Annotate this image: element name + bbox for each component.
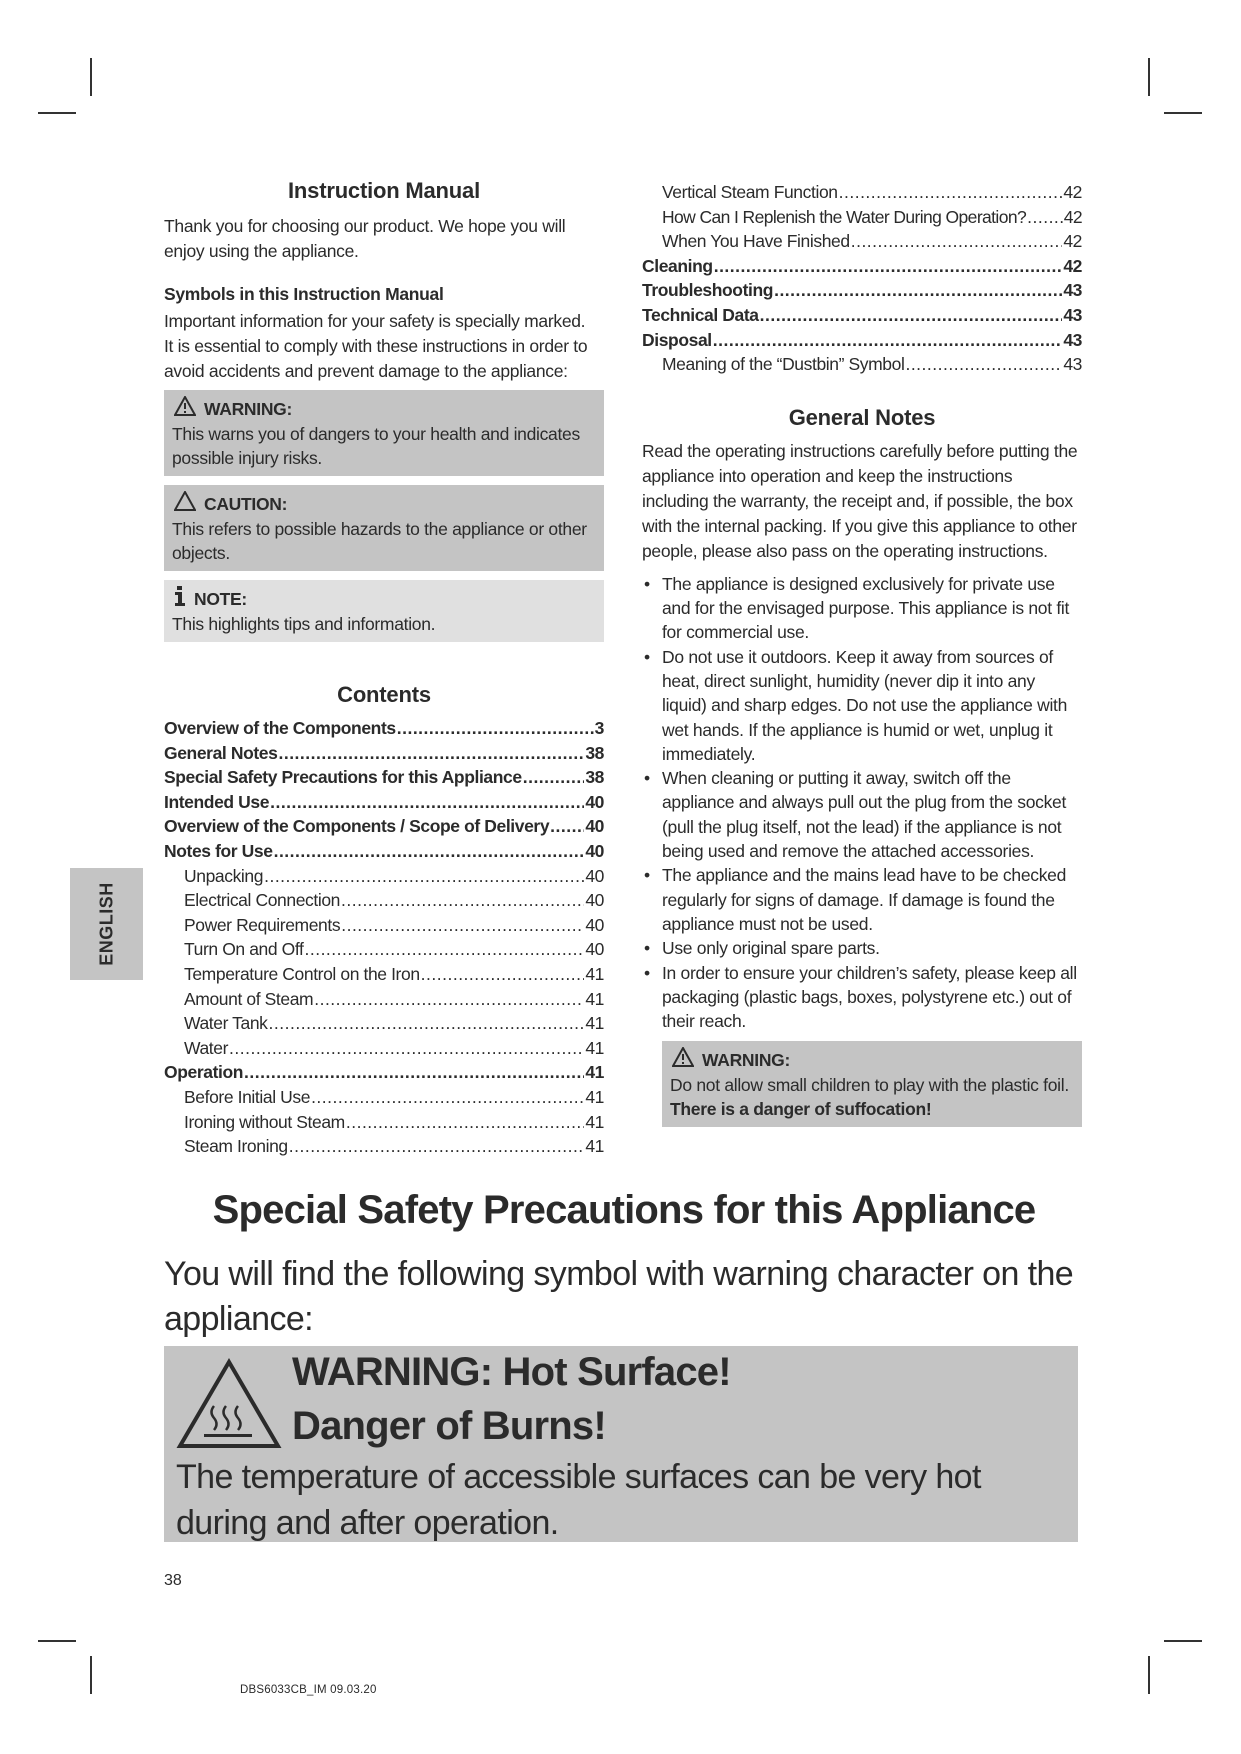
toc-row[interactable]: Water ..... 41 bbox=[164, 1036, 604, 1061]
toc-row[interactable]: Turn On and Off ..... 40 bbox=[164, 937, 604, 962]
toc-row[interactable]: Electrical Connection ..... 40 bbox=[164, 888, 604, 913]
contents-title: Contents bbox=[337, 682, 431, 707]
note-box bbox=[164, 580, 604, 642]
instruction-manual-title: Instruction Manual bbox=[288, 178, 480, 203]
safety-intro: You will find the following symbol with warning character on the appliance: bbox=[164, 1255, 1074, 1338]
crop-mark-tr-v bbox=[1148, 58, 1150, 96]
list-item: • Do not use it outdoors. Keep it away from sources of heat, direct sunlight, humidity (never dip it into any liquid) and sharp edges. Do not use the appliance with wet hands. If the appliance is humid or wet, unplug it immediately. bbox=[642, 645, 1082, 766]
hot-surface-warning: WARNING: Hot Surface! bbox=[292, 1350, 731, 1394]
toc-row[interactable]: Before Initial Use ..... 41 bbox=[164, 1085, 604, 1110]
toc-row[interactable]: Unpacking ..... 40 bbox=[164, 864, 604, 889]
caution-triangle-icon bbox=[174, 491, 196, 517]
list-item: • The appliance is designed exclusively for private use and for the envisaged purpose. This appliance is not fit for commercial use. bbox=[642, 572, 1082, 645]
toc-row[interactable]: General Notes ..... 38 bbox=[164, 741, 604, 766]
toc-row[interactable]: Amount of Steam ..... 41 bbox=[164, 987, 604, 1012]
toc-right bbox=[642, 180, 1082, 377]
warning-box bbox=[164, 390, 604, 476]
caution-text: This refers to possible hazards to the appliance or other objects. bbox=[172, 519, 587, 563]
warning-bold-text: There is a danger of suffocation! bbox=[670, 1099, 932, 1120]
general-notes-title: General Notes bbox=[788, 404, 936, 430]
toc-row[interactable]: Vertical Steam Function ..... 42 bbox=[642, 180, 1082, 205]
caution-box bbox=[164, 485, 604, 571]
toc-row[interactable]: Intended Use ..... 40 bbox=[164, 790, 604, 815]
crop-mark-br-v bbox=[1148, 1656, 1150, 1694]
info-icon bbox=[174, 586, 186, 612]
general-notes-text: Read the operating instructions carefully before putting the appliance into operation and keep the instructions including the warranty, the receipt and, if possible, the box with the internal packing. If you give this appliance to other people, please also pass on the operating instructions. bbox=[642, 440, 1078, 561]
crop-mark-tl-v bbox=[90, 58, 92, 96]
left-column bbox=[164, 178, 604, 1159]
language-label: ENGLISH bbox=[96, 882, 116, 966]
hot-surface-text: The temperature of accessible surfaces can be very hot during and after operation. bbox=[176, 1458, 981, 1542]
list-item: • The appliance and the mains lead have to be checked regularly for signs of damage. If damage is found the appliance must not be used. bbox=[642, 863, 1082, 936]
toc-row[interactable]: When You Have Finished ..... 42 bbox=[642, 229, 1082, 254]
hot-surface-icon bbox=[176, 1358, 282, 1455]
toc-row[interactable]: Notes for Use ..... 40 bbox=[164, 839, 604, 864]
toc-row[interactable]: Steam Ironing ..... 41 bbox=[164, 1134, 604, 1159]
toc-row[interactable]: Disposal ..... 43 bbox=[642, 328, 1082, 353]
list-item: • Use only original spare parts. bbox=[642, 936, 1082, 960]
note-text: This highlights tips and information. bbox=[172, 614, 436, 634]
warning-label: WARNING: bbox=[702, 1050, 791, 1071]
toc-row[interactable]: Troubleshooting ..... 43 bbox=[642, 278, 1082, 303]
intro-text: Thank you for choosing our product. We hope you will enjoy using the appliance. bbox=[164, 216, 566, 261]
list-item: • When cleaning or putting it away, switch off the appliance and always pull out the plug from the socket (pull the plug itself, not the lead) if the appliance is not being used and remove the attached accessories. bbox=[642, 766, 1082, 863]
toc-row[interactable]: Ironing without Steam ..... 41 bbox=[164, 1110, 604, 1135]
toc-row[interactable]: Temperature Control on the Iron ..... 41 bbox=[164, 962, 604, 987]
symbols-text-1: Important information for your safety is specially marked. bbox=[164, 311, 586, 331]
note-label: NOTE: bbox=[194, 589, 247, 609]
symbols-text-2: It is essential to comply with these instructions in order to avoid accidents and prevent damage to the appliance: bbox=[164, 336, 588, 381]
toc-row[interactable]: Cleaning ..... 42 bbox=[642, 254, 1082, 279]
toc-row[interactable]: Operation ..... 41 bbox=[164, 1060, 604, 1085]
toc-left bbox=[164, 716, 604, 1159]
safety-title: Special Safety Precautions for this Appliance bbox=[212, 1188, 1036, 1232]
warning-triangle-icon bbox=[672, 1047, 694, 1073]
warning-label: WARNING: bbox=[204, 399, 293, 419]
crop-mark-tl-h bbox=[38, 112, 76, 114]
list-item: • In order to ensure your children’s safety, please keep all packaging (plastic bags, boxes, polystyrene etc.) out of their reach. bbox=[642, 961, 1082, 1034]
crop-mark-bl-h bbox=[38, 1640, 76, 1642]
warning-text: This warns you of dangers to your health and indicates possible injury risks. bbox=[172, 424, 580, 468]
toc-row[interactable]: Meaning of the “Dustbin” Symbol ..... 43 bbox=[642, 352, 1082, 377]
toc-row[interactable]: Special Safety Precautions for this Appliance ..... 38 bbox=[164, 765, 604, 790]
crop-mark-br-h bbox=[1164, 1640, 1202, 1642]
toc-row[interactable]: Overview of the Components ..... 3 bbox=[164, 716, 604, 741]
hot-surface-warning-box bbox=[164, 1346, 1078, 1542]
general-notes-list bbox=[642, 572, 1082, 1034]
page-number: 38 bbox=[164, 1572, 182, 1589]
toc-row[interactable]: Technical Data ..... 43 bbox=[642, 303, 1082, 328]
toc-row[interactable]: Water Tank ..... 41 bbox=[164, 1011, 604, 1036]
toc-row[interactable]: How Can I Replenish the Water During Operation? ..... 42 bbox=[642, 205, 1082, 230]
right-column bbox=[642, 180, 1082, 1136]
warning-triangle-icon bbox=[174, 396, 196, 422]
symbols-heading: Symbols in this Instruction Manual bbox=[164, 284, 444, 304]
burn-danger-warning: Danger of Burns! bbox=[292, 1404, 606, 1448]
crop-mark-bl-v bbox=[90, 1656, 92, 1694]
crop-mark-tr-h bbox=[1164, 112, 1202, 114]
language-side-tab bbox=[70, 868, 143, 980]
toc-row[interactable]: Overview of the Components / Scope of Delivery ..... 40 bbox=[164, 814, 604, 839]
warning-text: Do not allow small children to play with the plastic foil. bbox=[670, 1075, 1069, 1096]
toc-row[interactable]: Power Requirements ..... 40 bbox=[164, 913, 604, 938]
suffocation-warning-box bbox=[662, 1041, 1082, 1127]
caution-label: CAUTION: bbox=[204, 494, 288, 514]
footer-code: DBS6033CB_IM 09.03.20 bbox=[240, 1684, 377, 1696]
